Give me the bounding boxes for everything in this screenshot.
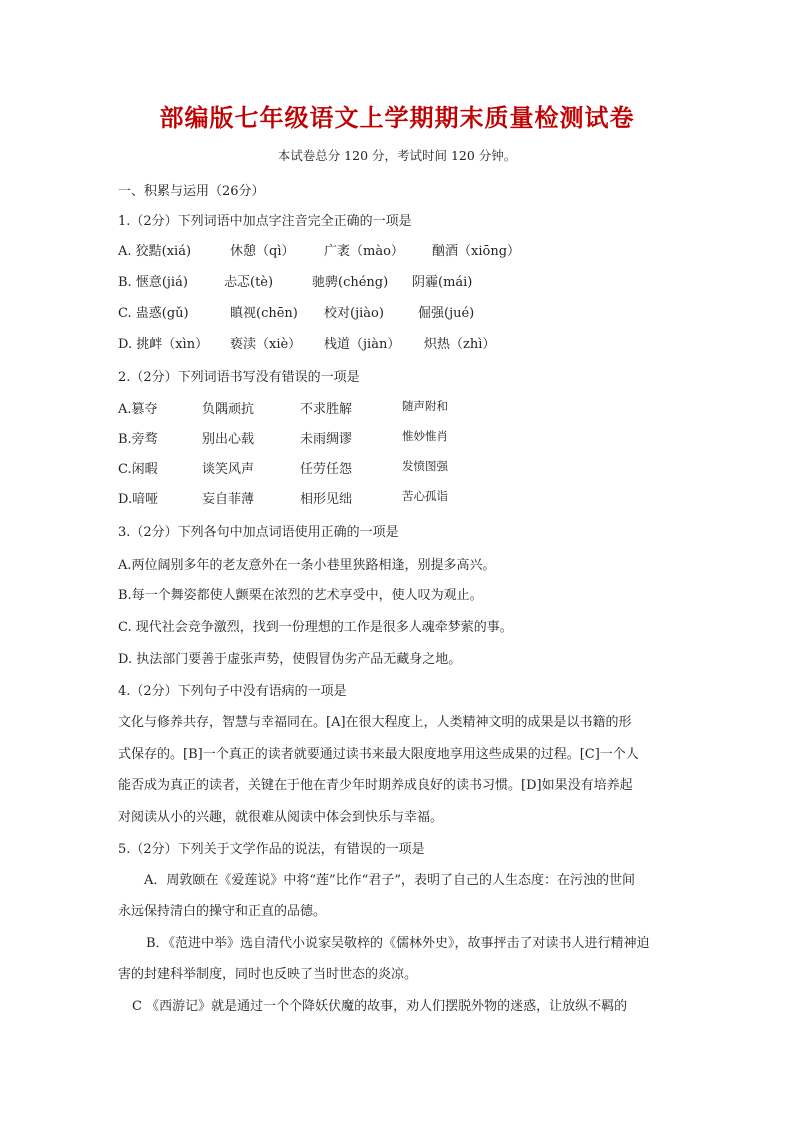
option-item: A.篡夺 (118, 402, 158, 417)
option-item: 苦心孤诣 (402, 489, 448, 503)
option-item: 驰骋(chéng) (312, 275, 389, 290)
option-item: 广袤（mào） (324, 244, 404, 259)
question-5-stem: 5.（2分）下列关于文学作品的说法，有错误的一项是 (118, 842, 425, 857)
option-item: 惟妙惟肖 (402, 429, 448, 443)
question-5-option-b: B．《范进中举》选自清代小说家吴敬梓的《儒林外史》，故事抨击了对读书人进行精神迫 (146, 936, 650, 951)
option-item: 不求胜解 (300, 402, 353, 417)
question-3-option-a: A.两位阔别多年的老友意外在一条小巷里狭路相逢，别提多高兴。 (118, 558, 496, 573)
question-5-option-c: C 《西游记》就是通过一个个降妖伏魔的故事，劝人们摆脱外物的迷惑，让放纵不羁的 (132, 999, 628, 1014)
exam-info: 本试卷总分 120 分，考试时间 120 分钟。 (277, 148, 517, 163)
question-5-option-a: A．周敦颐在《爱莲说》中将“莲”比作“君子”，表明了自己的人生态度：在污浊的世间 (144, 873, 635, 888)
page-title: 部编版七年级语文上学期期末质量检测试卷 (159, 104, 635, 132)
option-item: 谈笑风声 (202, 462, 255, 477)
question-2-stem: 2.（2分）下列词语书写没有错误的一项是 (118, 370, 360, 385)
option-item: 任劳任怨 (300, 462, 353, 477)
question-3-option-c: C. 现代社会竞争激烈，找到一份理想的工作是很多人魂牵梦萦的事。 (118, 620, 513, 635)
question-4-passage-line: 式保存的。[B]一个真正的读者就要通过读书来最大限度地享用这些成果的过程。[C]一个人 (118, 747, 639, 762)
question-4-stem: 4.（2分）下列句子中没有语病的一项是 (118, 684, 347, 699)
option-item: 负隅顽抗 (202, 402, 255, 417)
option-item: 发愤图强 (402, 459, 448, 473)
option-item: 栈道（jiàn） (324, 337, 401, 352)
section-heading: 一、积累与运用（26分） (118, 184, 265, 199)
option-item: 校对(jiào) (324, 306, 384, 321)
question-4-passage-line: 对阅读从小的兴趣，就很难从阅读中体会到快乐与幸福。 (118, 810, 444, 825)
option-item: 亵渎（xiè） (230, 337, 302, 352)
question-3-stem: 3.（2分）下列各句中加点词语使用正确的一项是 (118, 525, 399, 540)
option-item: 倔强(jué) (418, 306, 475, 321)
option-item: D. 挑衅（xìn） (118, 337, 209, 352)
option-item: 别出心载 (202, 432, 255, 447)
option-item: 炽热（zhì） (424, 337, 496, 352)
option-item: D.喑哑 (118, 492, 159, 507)
option-item: C. 蛊惑(gǔ) (118, 306, 189, 321)
question-5-option-a-cont: 永远保持清白的操守和正直的品德。 (118, 904, 327, 919)
option-item: C.闲暇 (118, 462, 158, 477)
option-item: A. 狡黠(xiá) (118, 244, 192, 259)
option-item: B. 惬意(jiá) (118, 275, 188, 290)
question-5-option-b-cont: 害的封建科举制度，同时也反映了当时世态的炎凉。 (118, 967, 418, 982)
option-item: 忐忑(tè) (224, 275, 274, 290)
question-3-option-b: B.每一个舞姿都使人颤栗在浓烈的艺术享受中，使人叹为观止。 (118, 588, 483, 603)
question-4-passage-line: 能否成为真正的读者，关键在于他在青少年时期养成良好的读书习惯。[D]如果没有培养起 (118, 778, 633, 793)
question-3-option-d: D. 执法部门要善于虚张声势，使假冒伪劣产品无藏身之地。 (118, 652, 462, 667)
option-item: 妄自菲薄 (202, 492, 255, 507)
question-4-passage-line: 文化与修养共存，智慧与幸福同在。[A]在很大程度上，人类精神文明的成果是以书籍的形 (118, 715, 632, 730)
option-item: 未雨绸谬 (300, 432, 353, 447)
question-1-stem: 1.（2分）下列词语中加点字注音完全正确的一项是 (118, 214, 412, 229)
option-item: 休憩（qì） (230, 244, 295, 259)
option-item: 瞋视(chēn) (230, 306, 298, 321)
option-item: B.旁骛 (118, 432, 158, 447)
option-item: 阴霾(mái) (412, 275, 473, 290)
option-item: 随声附和 (402, 399, 448, 413)
option-item: 酗酒（xiōng） (432, 244, 521, 259)
option-item: 相形见绌 (300, 492, 353, 507)
